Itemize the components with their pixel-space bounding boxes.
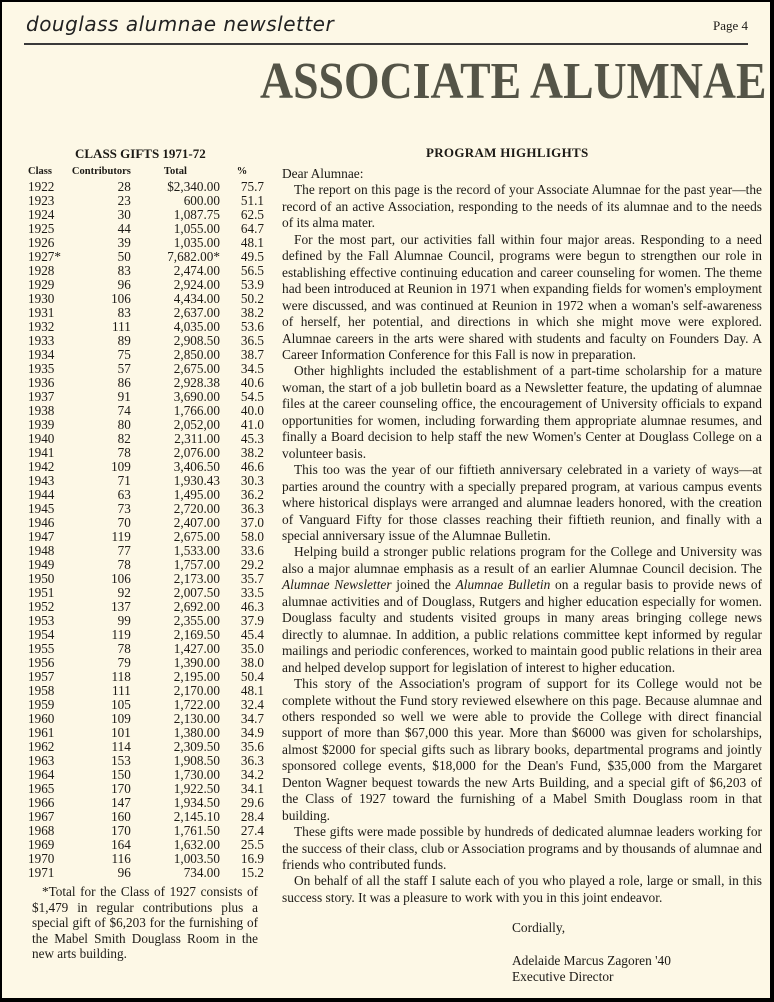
table-cell: 96 (117, 865, 131, 880)
table-cell: 35.6 (240, 739, 264, 754)
column-header: % (236, 166, 248, 177)
table-cell: 600.00 (183, 193, 220, 208)
table-cell: 56.5 (240, 263, 264, 278)
table-cell: 3,406.50 (173, 459, 220, 474)
table-cell: 1,087.75 (173, 207, 220, 222)
table-row (28, 530, 264, 544)
table-cell: 2,407.00 (173, 515, 220, 530)
text: on a regular basis to provide news of alumnae activities and of Douglass, Rutgers and higher education especially for women. Douglass faculty and students visited groups in many areas bringing college news directly to alumnae. In addition, a public relations committee kept informed by regular mailings and periodic conferences, worked to maintain good public relations in their area and helped develop support for legislation of interest to higher education. (282, 577, 763, 675)
table-cell: 51.1 (240, 193, 264, 208)
table-row (28, 502, 264, 516)
table-cell: 2,908.50 (173, 333, 220, 348)
table-cell: 36.2 (240, 487, 264, 502)
table-cell: 1964 (28, 767, 55, 782)
signature-title: Executive Director (512, 969, 614, 985)
table-cell: 1937 (28, 389, 55, 404)
column-header: Contributors (71, 166, 131, 177)
table-cell: 89 (117, 333, 131, 348)
table-row (28, 334, 264, 348)
table-row (28, 684, 264, 698)
table-cell: 153 (111, 753, 131, 768)
table-cell: 1933 (28, 333, 55, 348)
table-cell: 86 (117, 375, 131, 390)
table-cell: 1930 (28, 291, 55, 306)
table-cell: 4,434.00 (173, 291, 220, 306)
table-cell: 2,309.50 (173, 739, 220, 754)
table-cell: 50.4 (240, 669, 264, 684)
table-row (28, 390, 264, 404)
program-highlights-column (282, 166, 762, 986)
program-highlights-title: PROGRAM HIGHLIGHTS (426, 145, 589, 160)
table-row (28, 866, 264, 880)
table-cell: 1954 (28, 627, 55, 642)
page-number: Page 4 (712, 18, 748, 33)
table-cell: 111 (112, 683, 131, 698)
table-row (28, 782, 264, 796)
table-cell: 62.5 (240, 207, 264, 222)
table-cell: 2,145.10 (173, 809, 220, 824)
table-row (28, 740, 264, 754)
table-cell: 36.3 (240, 753, 264, 768)
table-cell: 4,035.00 (173, 319, 220, 334)
table-cell: 3,690.00 (173, 389, 220, 404)
table-row (28, 460, 264, 474)
table-cell: 1,380.00 (173, 725, 220, 740)
table-cell: 2,007.50 (173, 585, 220, 600)
table-cell: 34.1 (240, 781, 264, 796)
table-cell: 1970 (28, 851, 55, 866)
table-cell: 78 (117, 641, 131, 656)
table-cell: 28.4 (240, 809, 264, 824)
text: Helping build a stronger public relations program for the College and University was also a major alumnae emphasis as a result of an earlier Alumnae Council decision. The (282, 544, 762, 576)
table-cell: 1928 (28, 263, 55, 278)
table-cell: 1943 (28, 473, 55, 488)
table-cell: 75.7 (240, 179, 264, 194)
table-cell: 2,692.00 (173, 599, 220, 614)
closing: Cordially, (512, 920, 566, 936)
table-cell: 1962 (28, 739, 55, 754)
table-cell: 34.7 (240, 711, 264, 726)
publication-title: Alumnae Bulletin (455, 577, 551, 593)
table-cell: 41.0 (240, 417, 264, 432)
table-row (28, 558, 264, 572)
table-cell: 1925 (28, 221, 55, 236)
table-cell: 137 (111, 599, 131, 614)
table-cell: 2,195.00 (173, 669, 220, 684)
table-cell: 25.5 (240, 837, 264, 852)
table-cell: 2,311.00 (174, 431, 220, 446)
table-cell: 106 (111, 571, 131, 586)
table-cell: 1956 (28, 655, 55, 670)
paragraph: The report on this page is the record of your Associate Alumnae for the past year—the record of an active Association, responding to the needs of its alumnae and to the needs of its alma mater. (282, 182, 762, 231)
paragraph: This too was the year of our fiftieth anniversary celebrated in a variety of ways—at parties around the country with a specially prepared program, at various campus events where historical displays were arranged and alumnae leaders honored, with the creation of Vanguard Fifty for those classes reaching their fiftieth reunion, and finally with a special anniversary issue of the Alumnae Bulletin. (282, 462, 762, 543)
table-cell: 1,003.50 (173, 851, 220, 866)
page-title: ASSOCIATE ALUMNAE (259, 53, 766, 110)
footnote: *Total for the Class of 1927 consists of $1,479 in regular contributions plus a special gift of $6,203 for the furnishing of the Mabel Smith Douglass Room in the new arts building. (32, 884, 258, 961)
table-cell: 36.3 (240, 501, 264, 516)
table-cell: 96 (117, 277, 131, 292)
table-cell: 1944 (28, 487, 55, 502)
table-row (28, 194, 264, 208)
table-cell: 30.3 (240, 473, 264, 488)
table-cell: 1936 (28, 375, 55, 390)
table-cell: 39 (117, 235, 131, 250)
table-cell: 1926 (28, 235, 55, 250)
header-rule (24, 43, 748, 45)
table-cell: 48.1 (240, 683, 264, 698)
table-cell: 73 (117, 501, 131, 516)
table-cell: 2,637.00 (173, 305, 220, 320)
table-cell: 160 (111, 809, 131, 824)
table-cell: 2,474.00 (173, 263, 220, 278)
table-cell: 1963 (28, 753, 55, 768)
paragraph: This story of the Association's program of support for its College would not be complete without the Fund story reviewed elsewhere on this page. Because alumnae and others responded so well we were able to provide the College with direct financial support of more than $67,000 this year. More than $6000 was given for scholarships, almost $2000 for special gifts such as library books, departmental programs and jointly sponsored college events, $18,000 for the Dean's Fund, $35,000 from the Margaret Denton Wagner bequest towards the new Arts Building, and a special gift of $6,203 of the Class of 1927 toward the furnishing of a Mabel Smith Douglass room in that building. (282, 676, 762, 823)
table-cell: 40.6 (240, 375, 264, 390)
table-row (28, 544, 264, 558)
table-cell: 1,533.00 (173, 543, 220, 558)
table-cell: 29.2 (240, 557, 264, 572)
table-cell: 71 (117, 473, 131, 488)
table-cell: 2,173.00 (173, 571, 220, 586)
table-cell: 1923 (28, 193, 55, 208)
table-row (28, 264, 264, 278)
table-cell: 75 (117, 347, 131, 362)
masthead: douglass alumnae newsletter (26, 12, 335, 36)
table-cell: 91 (117, 389, 131, 404)
table-cell: 1931 (28, 305, 55, 320)
signature-name: Adelaide Marcus Zagoren '40 (512, 952, 671, 968)
table-cell: 1969 (28, 837, 55, 852)
salutation: Dear Alumnae: (282, 166, 364, 181)
table-cell: 109 (111, 459, 131, 474)
table-cell: 1945 (28, 501, 55, 516)
table-cell: 1950 (28, 571, 55, 586)
table-row (28, 698, 264, 712)
table-cell: 2,170.00 (173, 683, 220, 698)
table-cell: 83 (117, 263, 131, 278)
table-cell: 1948 (28, 543, 55, 558)
table-row (28, 418, 264, 432)
table-cell: 1968 (28, 823, 55, 838)
table-cell: 38.2 (240, 445, 264, 460)
table-row (28, 222, 264, 236)
table-cell: 1934 (28, 347, 55, 362)
table-cell: 1939 (28, 417, 55, 432)
table-row (28, 250, 264, 264)
table-row (28, 614, 264, 628)
table-cell: 1924 (28, 207, 55, 222)
table-row (28, 600, 264, 614)
spacer (512, 937, 762, 953)
table-cell: 2,928.38 (173, 375, 220, 390)
table-cell: 114 (111, 739, 131, 754)
table-cell: 7,682.00* (167, 249, 220, 264)
table-cell: $2,340.00 (167, 179, 220, 194)
table-row (28, 432, 264, 446)
table-cell: 1957 (28, 669, 55, 684)
table-cell: 1938 (28, 403, 55, 418)
table-row (28, 348, 264, 362)
table-cell: 49.5 (240, 249, 264, 264)
table-cell: 1,055.00 (173, 221, 220, 236)
newsletter-page (2, 2, 770, 998)
paragraph: On behalf of all the staff I salute each of you who played a role, large or small, in this success story. It was a pleasure to work with you in this joint endeavor. (282, 873, 762, 905)
table-cell: 1,427.00 (173, 641, 220, 656)
table-cell: 35.0 (240, 641, 264, 656)
table-cell: 34.9 (240, 725, 264, 740)
table-cell: 74 (117, 403, 131, 418)
paragraph: These gifts were made possible by hundreds of dedicated alumnae leaders working for the success of their class, club or Association programs and by thousands of alumnae and friends who contributed funds. (282, 824, 762, 873)
table-cell: 37.9 (240, 613, 264, 628)
table-cell: 64.7 (240, 221, 264, 236)
table-cell: 1951 (28, 585, 55, 600)
table-cell: 1932 (28, 319, 55, 334)
table-row (28, 628, 264, 642)
table-cell: 106 (111, 291, 131, 306)
table-cell: 111 (112, 319, 131, 334)
table-cell: 2,720.00 (173, 501, 220, 516)
table-cell: 170 (111, 823, 131, 838)
table-cell: 34.2 (240, 767, 264, 782)
table-cell: 78 (117, 445, 131, 460)
table-cell: 58.0 (240, 529, 264, 544)
table-cell: 46.6 (240, 459, 264, 474)
table-cell: 44 (117, 221, 131, 236)
table-row (28, 236, 264, 250)
table-cell: 1942 (28, 459, 55, 474)
class-gifts-table (28, 164, 264, 880)
table-row (28, 656, 264, 670)
table-row (28, 180, 264, 194)
table-cell: 28 (117, 179, 131, 194)
table-cell: 63 (117, 487, 131, 502)
table-row (28, 376, 264, 390)
table-cell: 77 (117, 543, 131, 558)
class-gifts-column (28, 146, 264, 962)
table-cell: 1,390.00 (173, 655, 220, 670)
table-cell: 734.00 (183, 865, 220, 880)
table-cell: 1929 (28, 277, 55, 292)
table-row (28, 642, 264, 656)
table-cell: 38.0 (240, 655, 264, 670)
table-cell: 50.2 (240, 291, 264, 306)
table-cell: 2,675.00 (173, 529, 220, 544)
table-cell: 1941 (28, 445, 55, 460)
table-row (28, 754, 264, 768)
table-cell: 99 (117, 613, 131, 628)
table-cell: 1965 (28, 781, 55, 796)
table-cell: 2,355.00 (173, 613, 220, 628)
table-cell: 57 (117, 361, 131, 376)
table-row (28, 712, 264, 726)
table-cell: 1,908.50 (173, 753, 220, 768)
table-cell: 109 (111, 711, 131, 726)
table-cell: 80 (117, 417, 131, 432)
table-cell: 1966 (28, 795, 55, 810)
table-cell: 1947 (28, 529, 55, 544)
table-cell: 2,169.50 (173, 627, 220, 642)
table-cell: 40.0 (240, 403, 264, 418)
table-cell: 2,052,00 (173, 417, 220, 432)
paragraph (282, 544, 762, 676)
paragraph: For the most part, our activities fall within four major areas. Responding to a need defined by the Fall Alumnae Council, programs were begun to strengthen our role in establishing effective continuing education and career counseling for women. The theme had been introduced at Reunion in 1971 when expanding fields for women's employment were discussed, and was continued at Reunion in 1972 when a woman's self-awareness of herself, her potential, and directions in which she might move were explored. Alumnae careers in the arts were shared with students and faculty on Founders Day. A Career Information Conference for this Fall is now in preparation. (282, 231, 762, 362)
column-header: Total (163, 166, 187, 177)
table-cell: 30 (117, 207, 131, 222)
table-cell: 2,924.00 (173, 277, 220, 292)
table-row (28, 320, 264, 334)
table-cell: 38.2 (240, 305, 264, 320)
table-cell: 1,632.00 (173, 837, 220, 852)
table-cell: 1,757.00 (173, 557, 220, 572)
table-cell: 1927* (28, 249, 61, 264)
table-cell: 1959 (28, 697, 55, 712)
table-cell: 2,675.00 (173, 361, 220, 376)
table-cell: 34.5 (240, 361, 264, 376)
table-cell: 1,922.50 (173, 781, 220, 796)
table-row (28, 572, 264, 586)
table-row (28, 488, 264, 502)
table-cell: 1,495.00 (173, 487, 220, 502)
table-cell: 1960 (28, 711, 55, 726)
table-cell: 1,766.00 (173, 403, 220, 418)
table-cell: 1946 (28, 515, 55, 530)
table-cell: 35.7 (240, 571, 264, 586)
class-gifts-title: CLASS GIFTS 1971-72 (75, 146, 206, 161)
table-row (28, 586, 264, 600)
table-cell: 82 (117, 431, 131, 446)
table-cell: 53.6 (240, 319, 264, 334)
table-row (28, 446, 264, 460)
table-cell: 147 (111, 795, 131, 810)
table-cell: 119 (111, 529, 131, 544)
table-row (28, 810, 264, 824)
paragraph: Other highlights included the establishment of a part-time scholarship for a mature woman, the start of a job bulletin board as a Newsletter feature, the updating of alumnae files at the career counseling office, the encouragement of University officials to expand opportunities for women, including forwarding them appropriate alumnae resumes, and finally a Board decision to help staff the new Women's Center at Douglass College on a volunteer basis. (282, 363, 762, 461)
table-cell: 37.0 (240, 515, 264, 530)
table-row (28, 670, 264, 684)
table-cell: 2,076.00 (173, 445, 220, 460)
table-cell: 1952 (28, 599, 55, 614)
table-row (28, 306, 264, 320)
table-cell: 1,035.00 (173, 235, 220, 250)
table-cell: 1953 (28, 613, 55, 628)
table-cell: 105 (111, 697, 131, 712)
table-cell: 29.6 (240, 795, 264, 810)
table-cell: 2,850.00 (173, 347, 220, 362)
signature-block (512, 920, 762, 986)
table-cell: 119 (111, 627, 131, 642)
table-cell: 32.4 (240, 697, 264, 712)
table-cell: 1935 (28, 361, 55, 376)
table-cell: 79 (117, 655, 131, 670)
table-cell: 78 (117, 557, 131, 572)
table-cell: 46.3 (240, 599, 264, 614)
table-cell: 1,934.50 (173, 795, 220, 810)
table-cell: 54.5 (240, 389, 264, 404)
table-cell: 48.1 (240, 235, 264, 250)
table-cell: 1967 (28, 809, 55, 824)
table-row (28, 208, 264, 222)
table-row (28, 838, 264, 852)
table-row (28, 796, 264, 810)
table-row (28, 278, 264, 292)
table-row (28, 404, 264, 418)
table-cell: 33.6 (240, 543, 264, 558)
table-cell: 170 (111, 781, 131, 796)
column-header: Class (28, 166, 52, 177)
table-cell: 1940 (28, 431, 55, 446)
table-row (28, 824, 264, 838)
table-cell: 1958 (28, 683, 55, 698)
table-cell: 1,730.00 (173, 767, 220, 782)
table-cell: 45.4 (240, 627, 264, 642)
table-cell: 27.4 (240, 823, 264, 838)
table-cell: 1,722.00 (173, 697, 220, 712)
table-cell: 118 (111, 669, 131, 684)
table-cell: 53.9 (240, 277, 264, 292)
table-cell: 23 (117, 193, 131, 208)
table-cell: 33.5 (240, 585, 264, 600)
table-cell: 150 (111, 767, 131, 782)
table-cell: 50 (117, 249, 131, 264)
table-cell: 92 (117, 585, 131, 600)
table-cell: 38.7 (240, 347, 264, 362)
table-row (28, 852, 264, 866)
table-row (28, 768, 264, 782)
table-row (28, 516, 264, 530)
table-cell: 116 (111, 851, 131, 866)
table-cell: 16.9 (240, 851, 264, 866)
table-cell: 1949 (28, 557, 55, 572)
table-cell: 101 (111, 725, 131, 740)
table-cell: 83 (117, 305, 131, 320)
table-cell: 1,761.50 (173, 823, 220, 838)
table-row (28, 292, 264, 306)
table-cell: 1971 (28, 865, 55, 880)
table-cell: 164 (111, 837, 131, 852)
table-cell: 36.5 (240, 333, 264, 348)
table-cell: 1961 (28, 725, 55, 740)
table-cell: 1922 (28, 179, 55, 194)
table-cell: 70 (117, 515, 131, 530)
table-cell: 2,130.00 (173, 711, 220, 726)
table-row (28, 726, 264, 740)
table-row (28, 474, 264, 488)
table-cell: 15.2 (240, 865, 264, 880)
table-cell: 45.3 (240, 431, 264, 446)
table-cell: 1955 (28, 641, 55, 656)
publication-title: Alumnae Newsletter (282, 577, 392, 593)
text: joined the (391, 577, 456, 593)
letter-body (282, 166, 762, 906)
table-row (28, 362, 264, 376)
table-cell: 1,930.43 (173, 473, 220, 488)
